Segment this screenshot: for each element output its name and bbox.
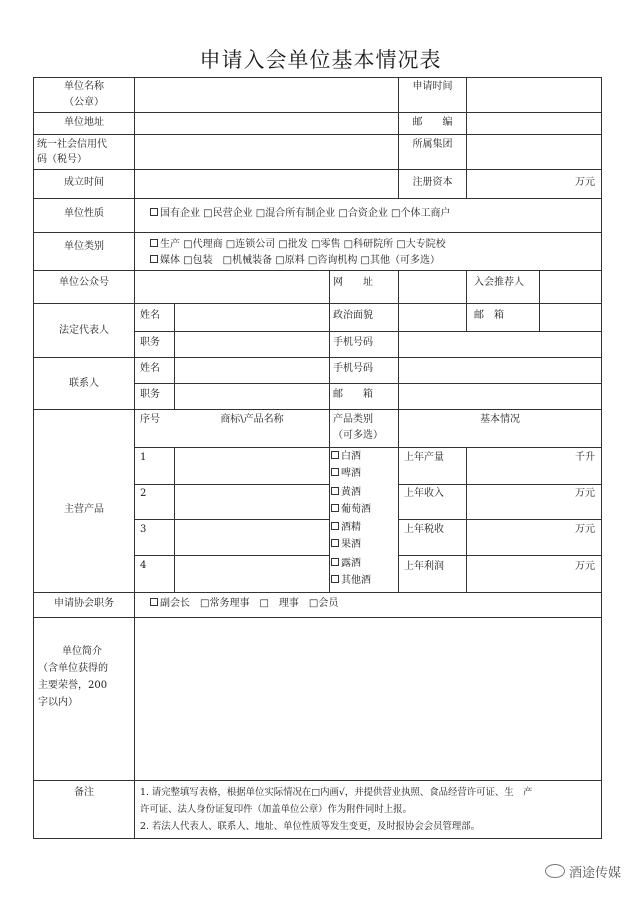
legal-name-label: 姓名 <box>140 310 160 321</box>
vline <box>466 270 467 303</box>
drink-label: 啤酒 <box>341 468 361 479</box>
vline <box>398 357 399 409</box>
vline <box>174 447 175 592</box>
category-options-text: 生产 □代理商 □连锁公司 □批发 □零售 □科研院所 □大专院校 <box>160 239 446 250</box>
hline <box>33 77 602 78</box>
hline <box>398 484 602 485</box>
capital-unit: 万元 <box>575 177 595 188</box>
contact-email-label: 邮 箱 <box>333 389 373 400</box>
stat-label: 上年收入 <box>404 488 444 499</box>
vline <box>398 331 399 357</box>
contact-name-label: 姓名 <box>140 363 160 374</box>
watermark <box>545 862 621 881</box>
vline <box>398 270 399 303</box>
hline <box>33 357 602 358</box>
stat-unit: 万元 <box>575 524 595 535</box>
stat-label: 上年税收 <box>404 524 444 535</box>
political-label: 政治面貌 <box>333 310 373 321</box>
basic-header: 基本情况 <box>480 414 520 425</box>
hline <box>33 617 602 618</box>
intro-label-2: （含单位获得的 <box>38 663 108 674</box>
products-label: 主营产品 <box>64 504 104 515</box>
category-options-text: 媒体 □包装 □机械装备 □原料 □咨询机构 □其他（可多选） <box>160 255 440 266</box>
drink-option[interactable] <box>331 486 361 500</box>
checkbox-icon[interactable] <box>331 558 339 566</box>
nature-options-text: 国有企业 □民营企业 □混合所有制企业 □合资企业 □个体工商户 <box>160 208 451 219</box>
remark-2: 2. 若法人代表人、联系人、地址、单位性质等发生变更，及时报协会会员管理部。 <box>140 821 481 832</box>
legal-mobile-label: 手机号码 <box>333 337 373 348</box>
hline <box>134 519 329 520</box>
contact-mobile-label: 手机号码 <box>333 363 373 374</box>
product-seq: 1 <box>140 452 147 463</box>
hline <box>33 838 602 839</box>
drink-label: 其他酒 <box>341 575 371 586</box>
hline <box>398 555 602 556</box>
seq-header: 序号 <box>140 414 160 425</box>
hline <box>33 232 602 233</box>
watermark-text: 酒途传媒 <box>568 866 621 881</box>
category-options-2[interactable] <box>150 254 440 268</box>
checkbox-icon[interactable] <box>331 539 339 547</box>
drink-label: 酒精 <box>341 522 361 533</box>
drink-option[interactable] <box>331 557 361 571</box>
hline <box>134 383 602 384</box>
checkbox-icon[interactable] <box>331 504 339 512</box>
founded-label: 成立时间 <box>64 177 104 188</box>
drink-option[interactable] <box>331 503 371 517</box>
checkbox-icon[interactable] <box>331 451 339 459</box>
product-seq: 2 <box>140 488 147 499</box>
page-title: 申请入会单位基本情况表 <box>199 48 442 72</box>
intro-label-4: 字以内） <box>38 697 78 708</box>
remarks-label: 备注 <box>74 787 94 798</box>
nature-options[interactable] <box>150 207 451 221</box>
hline <box>33 134 602 135</box>
vline <box>398 409 399 592</box>
contact-label: 联系人 <box>69 378 99 389</box>
category-label: 单位类别 <box>64 241 104 252</box>
unit-name-label: 单位名称 <box>64 81 104 92</box>
vline <box>33 77 34 838</box>
hline <box>134 447 602 448</box>
checkbox-icon[interactable] <box>331 487 339 495</box>
vline <box>466 303 467 331</box>
intro-label-3: 主要荣誉，200 <box>38 680 108 691</box>
credit-code-label-2: 码（税号） <box>37 154 87 165</box>
website-label: 网 址 <box>333 277 373 288</box>
category-options-1[interactable] <box>150 238 446 252</box>
vline <box>329 270 330 592</box>
drink-label: 葡萄酒 <box>341 504 371 515</box>
brand-header: 商标\产品名称 <box>220 414 284 425</box>
stat-label: 上年产量 <box>404 452 444 463</box>
checkbox-icon[interactable] <box>150 255 158 263</box>
stat-unit: 万元 <box>575 561 595 572</box>
stat-label: 上年利润 <box>404 561 444 572</box>
drink-label: 露酒 <box>341 558 361 569</box>
remark-1: 1. 请完整填写表格，根据单位实际情况在□内画√，并提供营业执照、食品经营许可证、生 产 <box>140 787 533 798</box>
drink-option[interactable] <box>331 450 361 464</box>
stat-unit: 万元 <box>575 488 595 499</box>
postcode-label: 邮 编 <box>412 117 453 128</box>
checkbox-icon[interactable] <box>150 239 158 247</box>
legal-rep-label: 法定代表人 <box>59 325 109 336</box>
hline <box>134 555 329 556</box>
product-seq: 4 <box>140 560 147 571</box>
unit-name-seal-label: （公章） <box>64 97 104 108</box>
duty-label: 申请协会职务 <box>54 598 114 609</box>
nature-label: 单位性质 <box>64 208 104 219</box>
contact-position-label: 职务 <box>140 389 160 400</box>
wechat-icon <box>545 864 565 878</box>
drink-label: 黄酒 <box>341 487 361 498</box>
vline <box>174 303 175 409</box>
vline <box>539 303 540 331</box>
address-label: 单位地址 <box>64 117 104 128</box>
wechat-label: 单位公众号 <box>59 277 109 288</box>
apply-time-label: 申请时间 <box>412 81 453 92</box>
drink-option[interactable] <box>331 574 371 588</box>
hline <box>134 484 329 485</box>
vline <box>134 77 135 838</box>
drink-option[interactable] <box>331 538 361 552</box>
hline <box>398 519 602 520</box>
intro-label: 单位简介 <box>62 646 102 657</box>
hline <box>33 592 602 593</box>
hline <box>33 303 602 304</box>
checkbox-icon[interactable] <box>150 598 158 606</box>
duty-options[interactable] <box>150 597 338 611</box>
checkbox-icon[interactable] <box>331 468 339 476</box>
remark-1b: 许可证、法人身份证复印件（加盖单位公章）作为附件同时上报。 <box>140 804 412 815</box>
drink-option[interactable] <box>331 467 361 481</box>
drink-label: 果酒 <box>341 539 361 550</box>
hline <box>33 112 602 113</box>
hline <box>33 169 602 170</box>
group-label: 所属集团 <box>412 139 453 150</box>
hline <box>33 198 602 199</box>
capital-label: 注册资本 <box>412 177 453 188</box>
hline <box>134 331 602 332</box>
recommender-label: 入会推荐人 <box>474 277 524 288</box>
checkbox-icon[interactable] <box>331 522 339 530</box>
credit-code-label: 统一社会信用代 <box>37 139 107 150</box>
hline <box>33 270 602 271</box>
hline <box>33 409 602 410</box>
product-category-header: 产品类别 <box>333 414 373 425</box>
duty-options-text: 副会长 □常务理事 □ 理事 □会员 <box>160 598 339 609</box>
vline <box>601 77 602 838</box>
legal-email-label: 邮 箱 <box>474 310 504 321</box>
hline <box>33 780 602 781</box>
legal-position-label: 职务 <box>140 337 160 348</box>
vline <box>398 303 399 331</box>
product-seq: 3 <box>140 524 147 535</box>
stat-unit: 千升 <box>575 452 595 463</box>
vline <box>539 270 540 303</box>
product-category-multi: （可多选） <box>333 430 383 441</box>
checkbox-icon[interactable] <box>150 208 158 216</box>
drink-option[interactable] <box>331 521 361 535</box>
drink-label: 白酒 <box>341 451 361 462</box>
checkbox-icon[interactable] <box>331 575 339 583</box>
